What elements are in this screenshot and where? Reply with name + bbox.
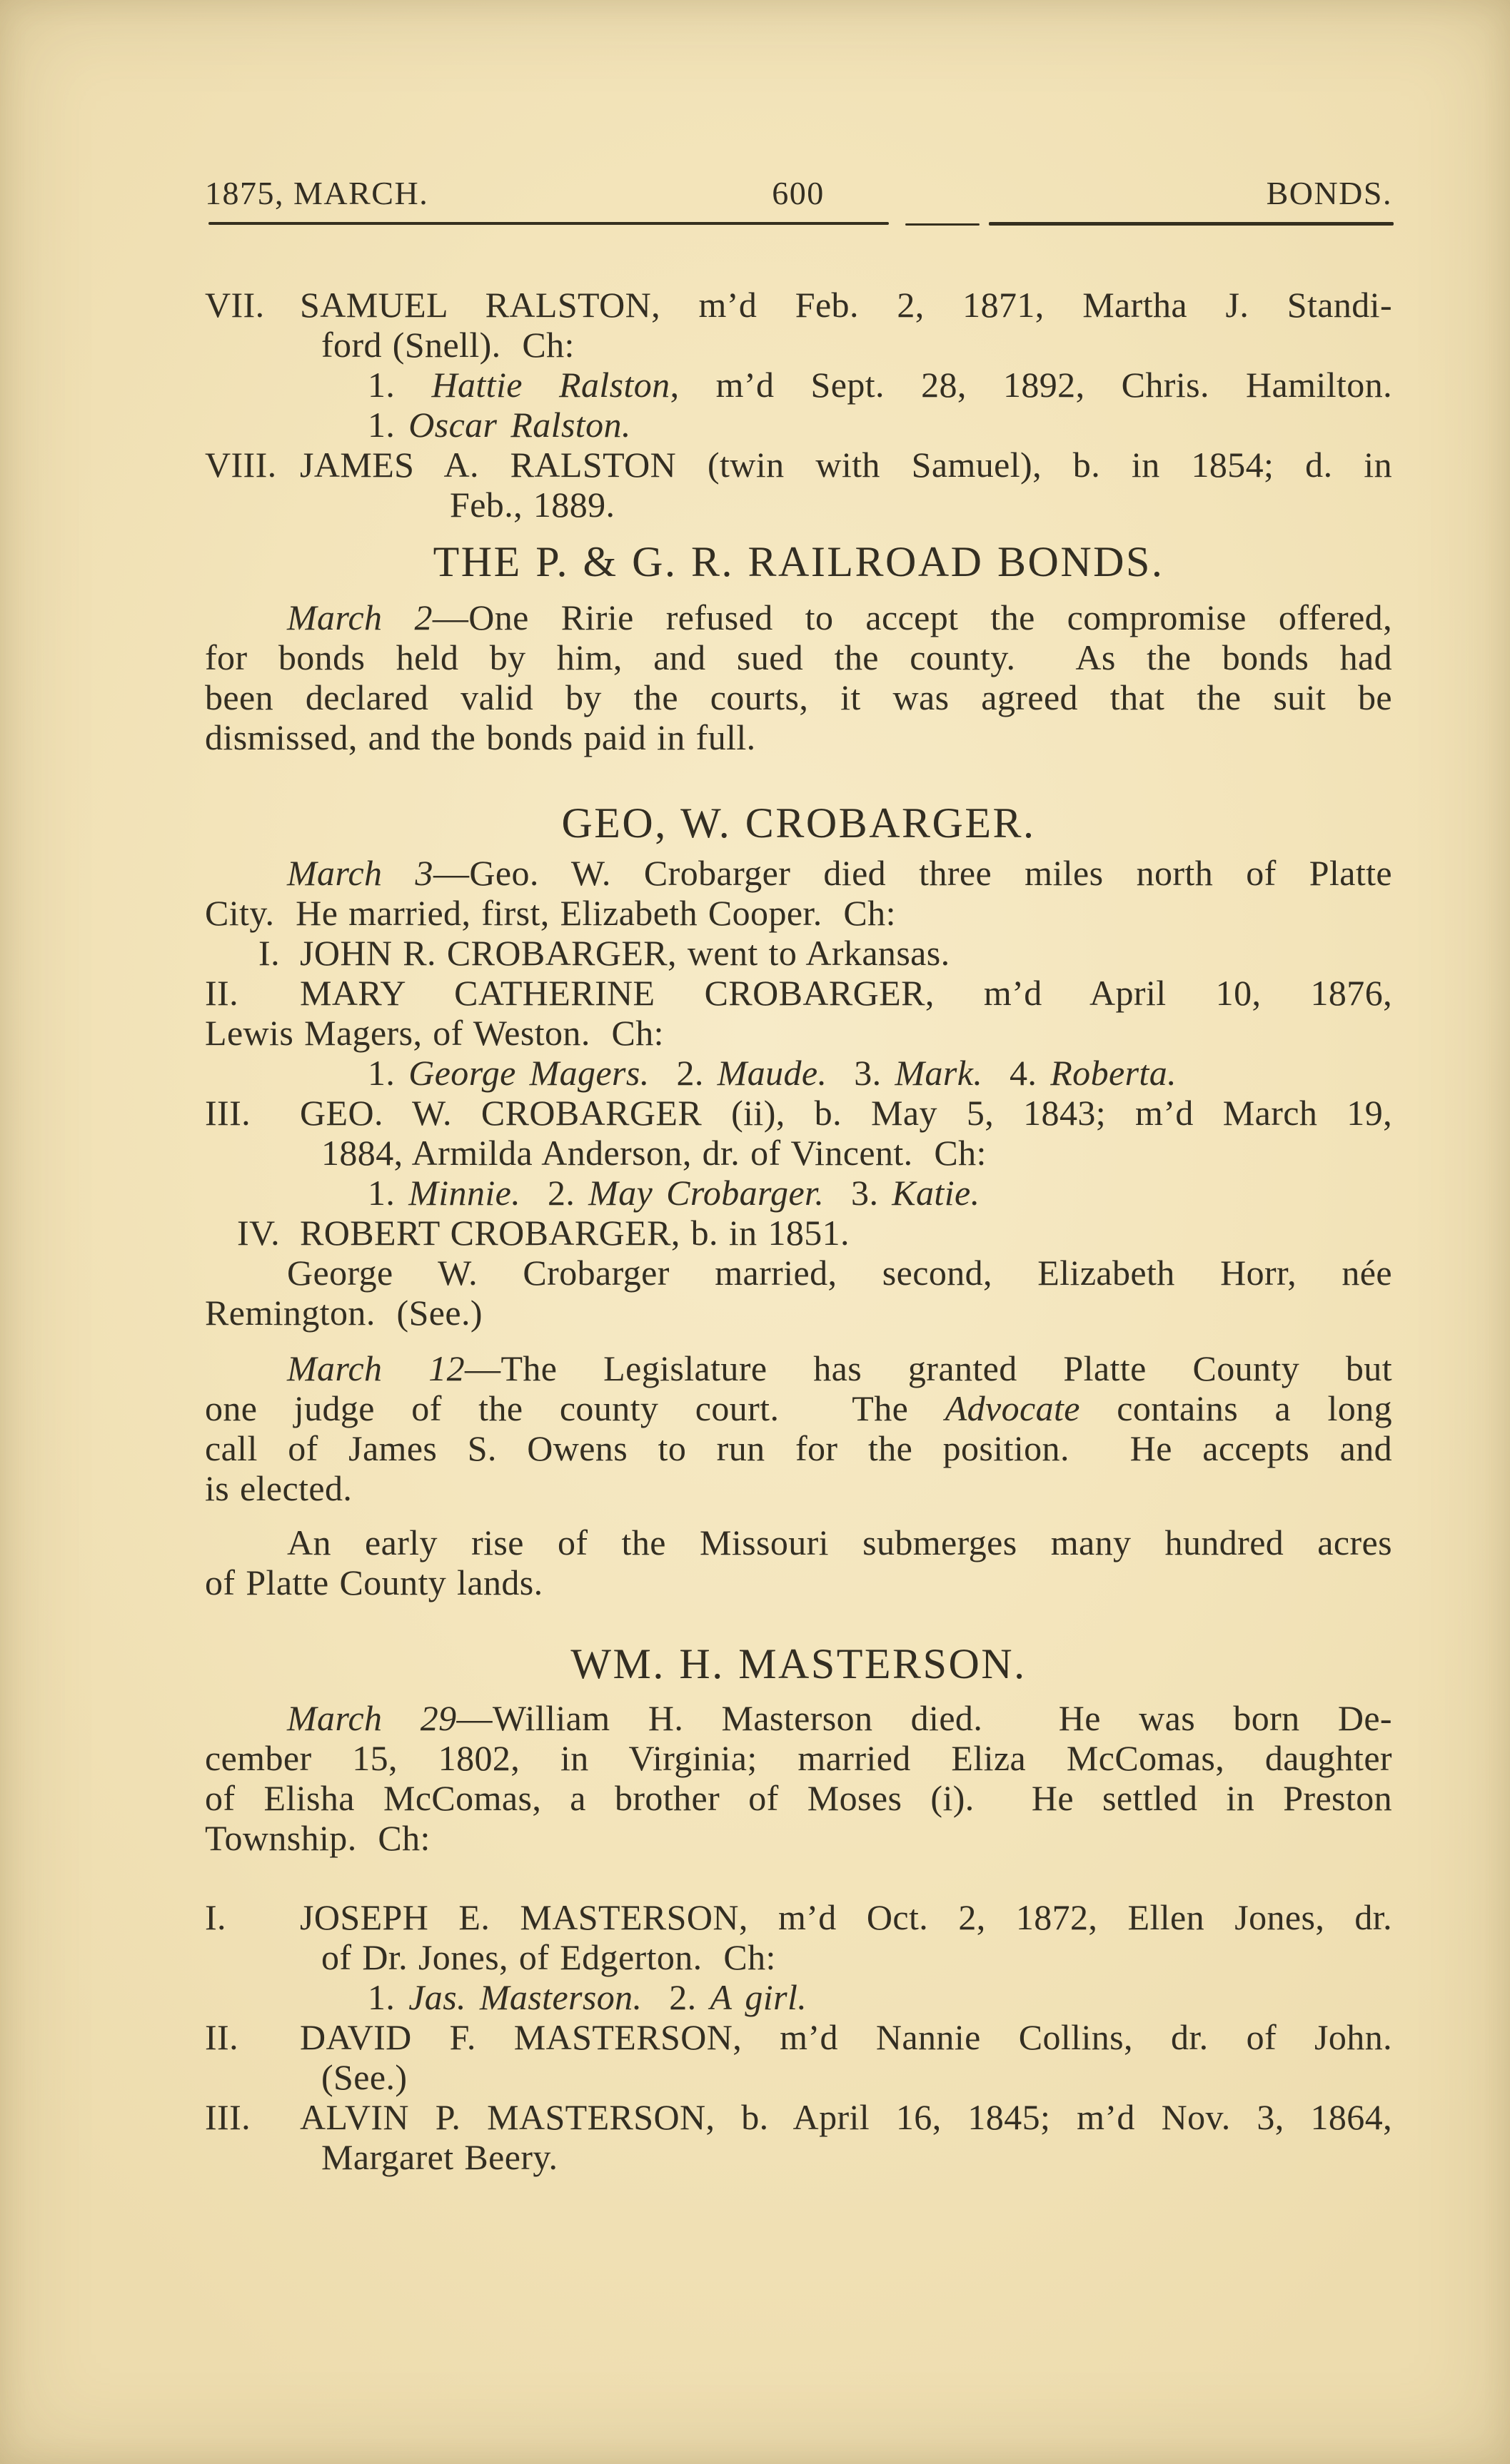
text-line bbox=[205, 853, 1392, 893]
text-run: 1. bbox=[368, 405, 409, 445]
text-line bbox=[205, 485, 1392, 525]
entry-numeral: VIII. bbox=[205, 445, 277, 485]
text-run: JOSEPH E. MASTERSON, m’d Oct. 2, 1872, Ellen Jones, dr. bbox=[300, 1897, 1392, 1937]
text-run: is elected. bbox=[205, 1468, 353, 1508]
section-heading bbox=[205, 1640, 1392, 1687]
italic-text-run: George Magers. bbox=[408, 1053, 650, 1093]
text-line bbox=[205, 1977, 1392, 2017]
page-number: 600 bbox=[772, 175, 825, 211]
text-run: Remington. (See.) bbox=[205, 1293, 483, 1333]
text-line bbox=[205, 1562, 1392, 1602]
entry-numeral: III. bbox=[205, 1093, 251, 1133]
text-run: 1. bbox=[368, 365, 432, 405]
text-line bbox=[205, 1818, 1392, 1858]
text-line bbox=[205, 1738, 1392, 1778]
text-run: of Elisha McComas, a brother of Moses (i). He settled in Preston bbox=[205, 1778, 1392, 1818]
entry-numeral: IV. bbox=[236, 1213, 280, 1253]
header-rule-middle bbox=[905, 223, 980, 226]
text-line bbox=[205, 1698, 1392, 1738]
text-run: cember 15, 1802, in Virginia; married Eliza McComas, daughter bbox=[205, 1738, 1392, 1778]
italic-text-run: Mark. bbox=[895, 1053, 983, 1093]
text-run: GEO. W. CROBARGER (ii), b. May 5, 1843; m’d March 19, bbox=[300, 1093, 1392, 1133]
running-head-title: BONDS. bbox=[1266, 175, 1392, 211]
text-run: dismissed, and the bonds paid in full. bbox=[205, 717, 756, 757]
text-line bbox=[205, 1523, 1392, 1562]
page-content bbox=[205, 285, 1392, 2177]
text-line bbox=[205, 1937, 1392, 1977]
text-run: of Platte County lands. bbox=[205, 1562, 543, 1602]
text-run: 1884, Armilda Anderson, dr. of Vincent. Ch: bbox=[321, 1133, 987, 1173]
header-rule-left bbox=[208, 222, 889, 225]
text-run: ford (Snell). Ch: bbox=[321, 325, 575, 365]
entry-numeral: III. bbox=[205, 2097, 251, 2137]
italic-text-run: March 2 bbox=[287, 597, 433, 637]
entry-numeral: I. bbox=[258, 933, 280, 973]
text-run: 2. bbox=[520, 1173, 589, 1213]
text-run: WM. H. MASTERSON. bbox=[570, 1640, 1027, 1687]
entry-numeral: II. bbox=[205, 2017, 239, 2057]
text-line bbox=[205, 1293, 1392, 1333]
text-line bbox=[205, 2097, 1392, 2137]
italic-text-run: Jas. Masterson. bbox=[408, 1977, 643, 2017]
text-line bbox=[205, 893, 1392, 933]
text-line bbox=[205, 1093, 1392, 1133]
italic-text-run: March 29 bbox=[287, 1698, 457, 1738]
text-run: —William H. Masterson died. He was born De- bbox=[456, 1698, 1392, 1738]
text-run: —Geo. W. Crobarger died three miles north of Platte bbox=[433, 853, 1393, 893]
running-head bbox=[205, 176, 1392, 211]
text-line bbox=[205, 677, 1392, 717]
text-run: 3. bbox=[824, 1173, 892, 1213]
header-rule-right bbox=[989, 222, 1394, 226]
italic-text-run: Hattie Ralston bbox=[431, 365, 670, 405]
text-line bbox=[205, 1428, 1392, 1468]
text-line bbox=[205, 1468, 1392, 1508]
text-line bbox=[205, 1053, 1392, 1093]
italic-text-run: March 3 bbox=[287, 853, 433, 893]
italic-text-run: May Crobarger. bbox=[588, 1173, 825, 1213]
text-line bbox=[205, 973, 1392, 1013]
text-run: ALVIN P. MASTERSON, b. April 16, 1845; m’d Nov. 3, 1864, bbox=[300, 2097, 1392, 2137]
text-run: MARY CATHERINE CROBARGER, m’d April 10, 1876, bbox=[300, 973, 1392, 1013]
text-run: Township. Ch: bbox=[205, 1818, 431, 1858]
text-run: JOHN R. CROBARGER, went to Arkansas. bbox=[300, 933, 950, 973]
text-line bbox=[205, 365, 1392, 405]
text-run: DAVID F. MASTERSON, m’d Nannie Collins, dr. of John. bbox=[300, 2017, 1392, 2057]
text-line bbox=[205, 1013, 1392, 1053]
text-run: 2. bbox=[642, 1977, 710, 2017]
text-run: JAMES A. RALSTON (twin with Samuel), b. in 1854; d. in bbox=[300, 445, 1392, 485]
text-run: An early rise of the Missouri submerges many hundred acres bbox=[287, 1523, 1392, 1562]
text-run: for bonds held by him, and sued the county. As the bonds had bbox=[205, 637, 1392, 677]
text-run: SAMUEL RALSTON, m’d Feb. 2, 1871, Martha J. Standi- bbox=[300, 285, 1392, 325]
text-run: of Dr. Jones, of Edgerton. Ch: bbox=[321, 1937, 776, 1977]
text-run: 4. bbox=[982, 1053, 1051, 1093]
text-line bbox=[205, 2137, 1392, 2177]
text-run: City. He married, first, Elizabeth Cooper. Ch: bbox=[205, 893, 896, 933]
text-run: , m’d Sept. 28, 1892, Chris. Hamilton. bbox=[670, 365, 1393, 405]
text-run: —The Legislature has granted Platte County but bbox=[465, 1348, 1392, 1388]
text-run: one judge of the county court. The bbox=[205, 1388, 945, 1428]
italic-text-run: Roberta. bbox=[1050, 1053, 1177, 1093]
text-line bbox=[205, 1897, 1392, 1937]
text-run: Margaret Beery. bbox=[321, 2137, 558, 2177]
text-line bbox=[205, 1778, 1392, 1818]
text-run: Lewis Magers, of Weston. Ch: bbox=[205, 1013, 664, 1053]
text-line bbox=[205, 717, 1392, 757]
text-line bbox=[205, 1213, 1392, 1253]
text-line bbox=[205, 405, 1392, 445]
text-line bbox=[205, 597, 1392, 637]
italic-text-run: A girl. bbox=[710, 1977, 807, 2017]
italic-text-run: Advocate bbox=[945, 1388, 1080, 1428]
text-run: 1. bbox=[368, 1053, 409, 1093]
text-run: call of James S. Owens to run for the position. He accepts and bbox=[205, 1428, 1392, 1468]
text-line bbox=[205, 1348, 1392, 1388]
text-line bbox=[205, 637, 1392, 677]
text-line bbox=[205, 1388, 1392, 1428]
italic-text-run: Oscar Ralston. bbox=[408, 405, 631, 445]
running-head-date: 1875, MARCH. bbox=[205, 175, 429, 211]
italic-text-run: Katie. bbox=[892, 1173, 980, 1213]
text-run: Feb., 1889. bbox=[450, 485, 615, 525]
text-line bbox=[205, 285, 1392, 325]
text-run: contains a long bbox=[1079, 1388, 1392, 1428]
text-run: GEO, W. CROBARGER. bbox=[561, 799, 1036, 847]
text-run: THE P. & G. R. RAILROAD BONDS. bbox=[433, 538, 1164, 585]
text-line bbox=[205, 325, 1392, 365]
text-run: George W. Crobarger married, second, Elizabeth Horr, née bbox=[287, 1253, 1392, 1293]
italic-text-run: Maude. bbox=[717, 1053, 827, 1093]
italic-text-run: Minnie. bbox=[408, 1173, 521, 1213]
text-line bbox=[205, 933, 1392, 973]
text-line bbox=[205, 2017, 1392, 2057]
text-run: 3. bbox=[827, 1053, 895, 1093]
section-heading bbox=[205, 538, 1392, 585]
text-line bbox=[205, 1173, 1392, 1213]
text-run: been declared valid by the courts, it was agreed that the suit be bbox=[205, 677, 1392, 717]
text-run: 1. bbox=[368, 1173, 409, 1213]
text-run: 2. bbox=[649, 1053, 718, 1093]
text-line bbox=[205, 1253, 1392, 1293]
text-line bbox=[205, 1133, 1392, 1173]
text-line bbox=[205, 445, 1392, 485]
section-heading bbox=[205, 799, 1392, 847]
text-run: (See.) bbox=[321, 2057, 408, 2097]
text-line bbox=[205, 2057, 1392, 2097]
text-run: —One Ririe refused to accept the compromise offered, bbox=[432, 597, 1392, 637]
entry-numeral: I. bbox=[205, 1897, 226, 1937]
italic-text-run: March 12 bbox=[287, 1348, 465, 1388]
entry-numeral: II. bbox=[205, 973, 239, 1013]
text-run: 1. bbox=[368, 1977, 409, 2017]
text-run: ROBERT CROBARGER, b. in 1851. bbox=[300, 1213, 850, 1253]
entry-numeral: VII. bbox=[205, 285, 265, 325]
